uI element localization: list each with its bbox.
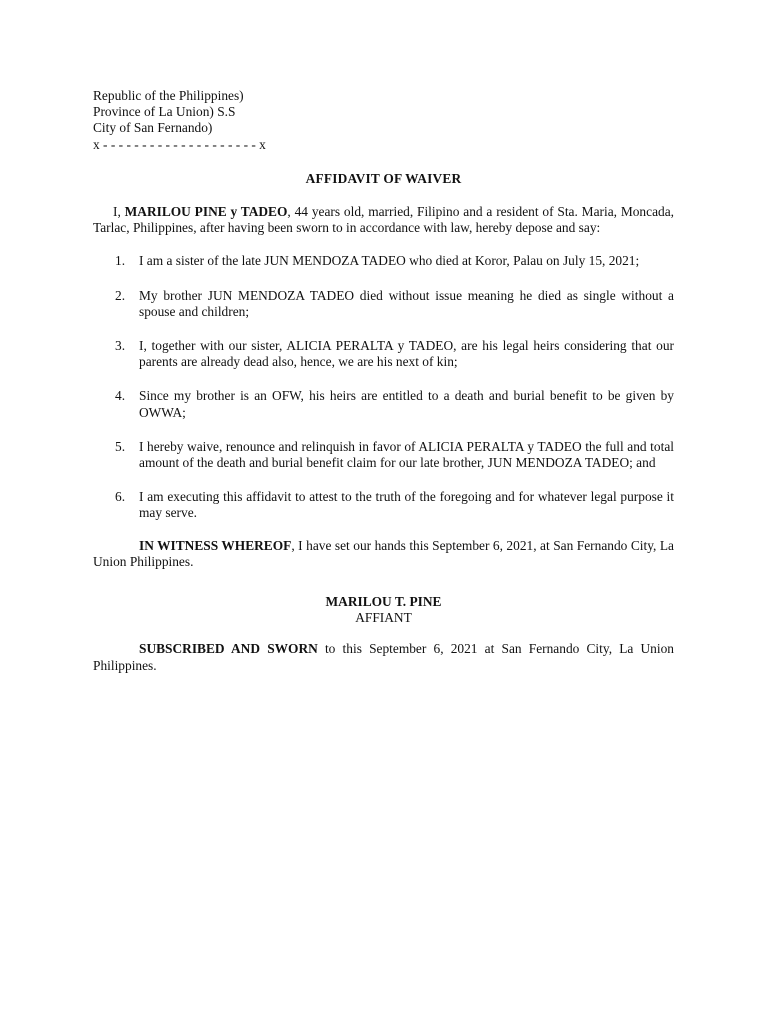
list-item bbox=[93, 253, 674, 269]
list-item-number: 5. bbox=[115, 438, 126, 454]
signatory-name: MARILOU T. PINE bbox=[325, 594, 442, 610]
list-item-number: 2. bbox=[115, 287, 126, 303]
list-item-text: I am a sister of the late JUN MENDOZA TADEO who died at Koror, Palau on July 15, 2021; bbox=[139, 253, 640, 269]
list-item bbox=[93, 288, 674, 320]
affiant-name: MARILOU PINE y TADEO bbox=[124, 204, 288, 220]
list-item bbox=[93, 338, 674, 370]
witness-lead: IN WITNESS WHEREOF bbox=[139, 537, 292, 553]
list-item-number: 1. bbox=[115, 253, 126, 269]
intro-paragraph bbox=[93, 204, 674, 236]
witness-paragraph bbox=[93, 538, 674, 570]
caption-province: Province of La Union) S.S bbox=[93, 104, 236, 120]
jurat-text: to this September 6, 2021 at San Fernando City, La Union Philippines. bbox=[93, 641, 674, 673]
list-item-text: I, together with our sister, ALICIA PERALTA y TADEO, are his legal heirs considering that our parents are already dead also, hence, we are his next of kin; bbox=[139, 338, 674, 370]
caption-city: City of San Fernando) bbox=[93, 120, 213, 136]
list-item bbox=[93, 439, 674, 471]
caption-republic: Republic of the Philippines) bbox=[93, 88, 244, 103]
statement-list bbox=[93, 253, 674, 521]
signatory-role: AFFIANT bbox=[355, 610, 412, 626]
witness-text: , I have set our hands this September 6, 2021, at San Fernando City, La Union Philippines. bbox=[93, 537, 674, 569]
list-item-number: 4. bbox=[115, 388, 126, 404]
venue-caption bbox=[93, 88, 674, 153]
list-item bbox=[93, 489, 674, 521]
jurat-paragraph bbox=[93, 641, 674, 673]
signature-block bbox=[93, 594, 674, 626]
list-item-number: 3. bbox=[115, 338, 126, 354]
caption-divider: x - - - - - - - - - - - - - - - - - - - - x bbox=[93, 136, 266, 152]
affidavit-document bbox=[93, 88, 674, 674]
list-item-text: Since my brother is an OFW, his heirs are entitled to a death and burial benefit to be given by OWWA; bbox=[139, 388, 674, 420]
list-item-number: 6. bbox=[115, 489, 126, 505]
list-item-text: I am executing this affidavit to attest to the truth of the foregoing and for whatever legal purpose it may serve. bbox=[139, 489, 674, 521]
list-item-text: I hereby waive, renounce and relinquish in favor of ALICIA PERALTA y TADEO the full and total amount of the death and burial benefit claim for our late brother, JUN MENDOZA TADEO; and bbox=[139, 438, 674, 471]
list-item bbox=[93, 388, 674, 420]
document-title: AFFIDAVIT OF WAIVER bbox=[305, 170, 462, 186]
intro-text: , 44 years old, married, Filipino and a resident of Sta. Maria, Moncada, Tarlac, Philippines, after having been sworn to in accordance with law, hereby depose and say: bbox=[93, 204, 675, 236]
list-item-text: My brother JUN MENDOZA TADEO died without issue meaning he died as single without a spouse and children; bbox=[139, 287, 674, 319]
intro-prefix: I, bbox=[113, 204, 125, 220]
jurat-lead: SUBSCRIBED AND SWORN bbox=[139, 641, 318, 657]
